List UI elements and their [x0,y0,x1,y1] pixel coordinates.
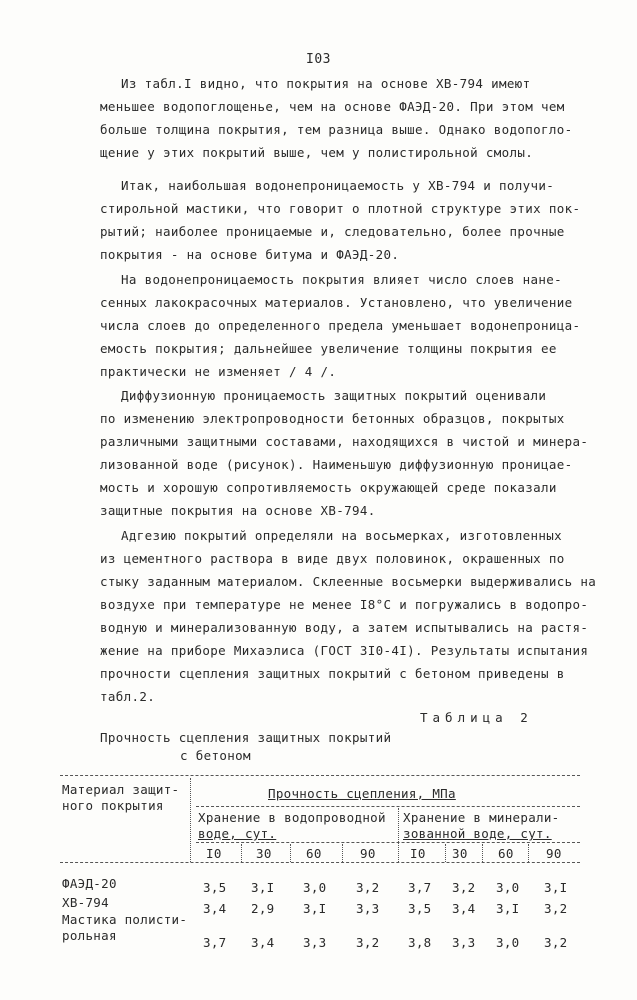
row-3-value-5: 3,8 [408,935,432,950]
table-caption-line-1: Прочность сцепления защитных покрытий [100,730,392,745]
paragraph-5-line-4: воздухе при температуре не менее I8°С и погружались в водопро- [100,597,589,612]
table-label: Таблица 2 [420,710,533,725]
paragraph-4-line-3: различными защитными составами, находящихся в чистой и минера- [100,434,589,449]
paragraph-5-line-6: жение на приборе Михаэлиса (ГОСТ 3I0-4I). Результаты испытания [100,643,589,658]
header-tap-water-line-1: Хранение в водопроводной [198,810,386,825]
page-number: I03 [306,52,331,67]
day-tap-10: I0 [206,846,222,861]
table-vline-storage [398,808,399,862]
paragraph-4-line-2: по изменению электропроводности бетонных образцов, покрытых [100,411,565,426]
day-tap-60: 60 [306,846,322,861]
paragraph-5-line-7: прочности сцепления защитных покрытий с бетоном приведены в [100,666,565,681]
paragraph-1-line-2: меньшее водопоглощенье, чем на основе ФАЭД-20. При этом чем [100,99,565,114]
row-3-value-4: 3,2 [356,935,380,950]
day-mineral-60: 60 [498,846,514,861]
row-3-value-1: 3,7 [203,935,227,950]
row-1-value-8: 3,I [544,880,568,895]
row-1-value-5: 3,7 [408,880,432,895]
table-vline-d2 [290,844,291,862]
row-3-value-8: 3,2 [544,935,568,950]
row-1-value-7: 3,0 [496,880,520,895]
paragraph-3-line-1: На водонепроницаемость покрытия влияет число слоев нане- [121,272,563,287]
row-1-value-3: 3,0 [303,880,327,895]
paragraph-4-line-6: защитные покрытия на основе ХВ-794. [100,503,376,518]
paragraph-3-line-2: сенных лакокрасочных материалов. Установлено, что увеличение [100,295,573,310]
table-vline-d7 [528,844,529,862]
row-2-value-1: 3,4 [203,901,227,916]
table-vline-d3 [342,844,343,862]
paragraph-5-line-5: водную и минерализованную воду, а затем испытывались на растя- [100,620,589,635]
row-2-value-8: 3,2 [544,901,568,916]
row-2-value-6: 3,4 [452,901,476,916]
table-subheader-rule [196,806,580,807]
header-mineral-water-line-2: зованной воде, сут. [403,826,552,841]
table-header-bottom-rule [60,862,580,863]
row-3-value-6: 3,3 [452,935,476,950]
row-3-material-line-2: рольная [62,928,117,943]
paragraph-3-line-4: емость покрытия; дальнейшее увеличение толщины покрытия ее [100,341,557,356]
row-2-value-5: 3,5 [408,901,432,916]
table-top-rule [60,775,580,776]
paragraph-4-line-5: мость и хорошую сопротивляемость окружающей среде показали [100,480,557,495]
table-caption-line-2: с бетоном [180,748,251,763]
day-mineral-90: 90 [546,846,562,861]
paragraph-5-line-1: Адгезию покрытий определяли на восьмерках, изготовленных [121,528,563,543]
header-material-line-2: ного покрытия [62,798,164,813]
paragraph-1-line-3: больше толщина покрытия, тем разница выше. Однако водопогло- [100,122,573,137]
row-2-value-7: 3,I [496,901,520,916]
row-1-value-6: 3,2 [452,880,476,895]
header-strength: Прочность сцепления, МПа [268,786,456,801]
table-days-rule [196,842,580,843]
paragraph-4-line-4: лизованной воде (рисунок). Наименьшую диффузионную проницае- [100,457,573,472]
row-1-value-2: 3,I [251,880,275,895]
paragraph-2-line-1: Итак, наибольшая водонепроницаемость у ХВ-794 и получи- [121,178,555,193]
row-1-material: ФАЭД-20 [62,876,117,891]
paragraph-3-line-3: числа слоев до определенного предела уменьшает водонепроница- [100,318,581,333]
row-1-value-4: 3,2 [356,880,380,895]
row-2-material: ХВ-794 [62,895,109,910]
paragraph-2-line-2: стирольной мастики, что говорит о плотной структуре этих пок- [100,201,581,216]
day-tap-30: 30 [256,846,272,861]
row-1-value-1: 3,5 [203,880,227,895]
header-mineral-water-line-1: Хранение в минерали- [403,810,560,825]
row-2-value-3: 3,I [303,901,327,916]
paragraph-5-line-3: стыку заданным материалом. Склеенные восьмерки выдерживались на [100,574,597,589]
row-3-material-line-1: Мастика полисти- [62,912,188,927]
day-mineral-10: I0 [410,846,426,861]
table-vline-material [190,778,191,862]
row-3-value-7: 3,0 [496,935,520,950]
paragraph-5-line-8: табл.2. [100,689,156,704]
paragraph-1-line-4: щение у этих покрытий выше, чем у полистирольной смолы. [100,145,534,160]
paragraph-1-line-1: Из табл.I видно, что покрытия на основе ХВ-794 имеют [121,76,531,91]
header-material-line-1: Материал защит- [62,782,180,797]
header-tap-water-line-2: воде, сут. [198,826,277,841]
table-vline-d1 [241,844,242,862]
day-tap-90: 90 [360,846,376,861]
paragraph-5-line-2: из цементного раствора в виде двух половинок, окрашенных по [100,551,565,566]
paragraph-2-line-3: рытий; наиболее проницаемые и, следовательно, более прочные [100,224,565,239]
row-3-value-2: 3,4 [251,935,275,950]
row-2-value-2: 2,9 [251,901,275,916]
paragraph-4-line-1: Диффузионную проницаемость защитных покрытий оценивали [121,388,547,403]
row-2-value-4: 3,3 [356,901,380,916]
paragraph-2-line-4: покрытия - на основе битума и ФАЭД-20. [100,247,400,262]
paragraph-3-line-5: практически не изменяет / 4 /. [100,364,337,379]
table-vline-d6 [482,844,483,862]
day-mineral-30: 30 [452,846,468,861]
row-3-value-3: 3,3 [303,935,327,950]
table-vline-d5 [445,844,446,862]
